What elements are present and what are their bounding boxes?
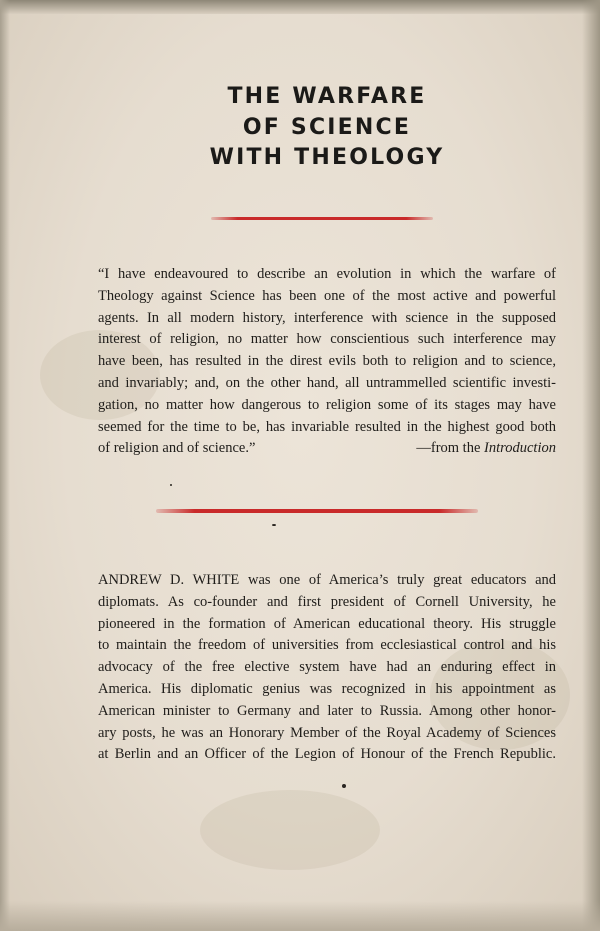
title-line: OF SCIENCE [242,114,412,140]
bio-line: American minister to Germany and later to Russia. Among other honor- [98,702,556,719]
quote-line: agents. In all modern history, interference with science in the supposed [98,309,556,326]
bio-line: ANDREW D. WHITE was one of America’s truly great educators and [98,572,556,588]
cover-top-edge [0,0,600,14]
quote-line: interest of religion, no matter how conscientious such interference may [98,331,556,348]
ornament-dot [342,784,346,788]
bio-line: pioneered in the formation of American educational theory. His struggle [98,615,556,632]
cover-bottom-edge [0,901,600,931]
quote-attribution [416,438,556,460]
quote-line: of religion and of science.” [98,440,256,457]
author-biography [98,570,556,766]
book-title [150,82,504,174]
bio-line: to maintain the freedom of universities from ecclesiastical control and his [98,637,556,654]
quote-line: “I have endeavoured to describe an evolution in which the warfare of [98,266,556,282]
quote-line: have been, has resulted in the direst evils both to religion and to science, [98,353,556,370]
attribution-prefix: —from the [416,440,481,457]
quote-line: Theology against Science has been one of the most active and powerful [98,287,556,304]
ink-speck [272,524,276,526]
quote-line: seemed for the time to be, has invariable resulted in the highest good both [98,418,556,435]
bio-line: America. His diplomatic genius was recognized in his appointment as [98,680,556,697]
ink-speck [170,484,172,486]
cover-right-edge [582,0,600,931]
quote-line: gation, no matter how dangerous to religion some of its stages may have [98,396,556,413]
quote-last-line [98,438,556,460]
red-divider-rule [211,217,433,220]
bio-line: ary posts, he was an Honorary Member of the Royal Academy of Sciences [98,724,556,741]
title-line: WITH THEOLOGY [209,145,445,170]
bio-line: advocacy of the free elective system have had an enduring effect in [98,659,556,676]
attribution-title: Introduction [484,440,556,457]
bio-line: diplomats. As co-founder and first president of Cornell University, he [98,593,556,610]
quote-line: and invariably; and, on the other hand, all untrammelled scientific investi- [98,374,556,391]
red-divider-rule [156,509,478,513]
title-line: THE WARFARE [227,84,427,109]
cover-left-edge [0,0,10,931]
paper-stain [200,790,380,870]
bio-line: at Berlin and an Officer of the Legion of Honour of the French Republic. [98,746,556,763]
introduction-quote [98,264,556,460]
